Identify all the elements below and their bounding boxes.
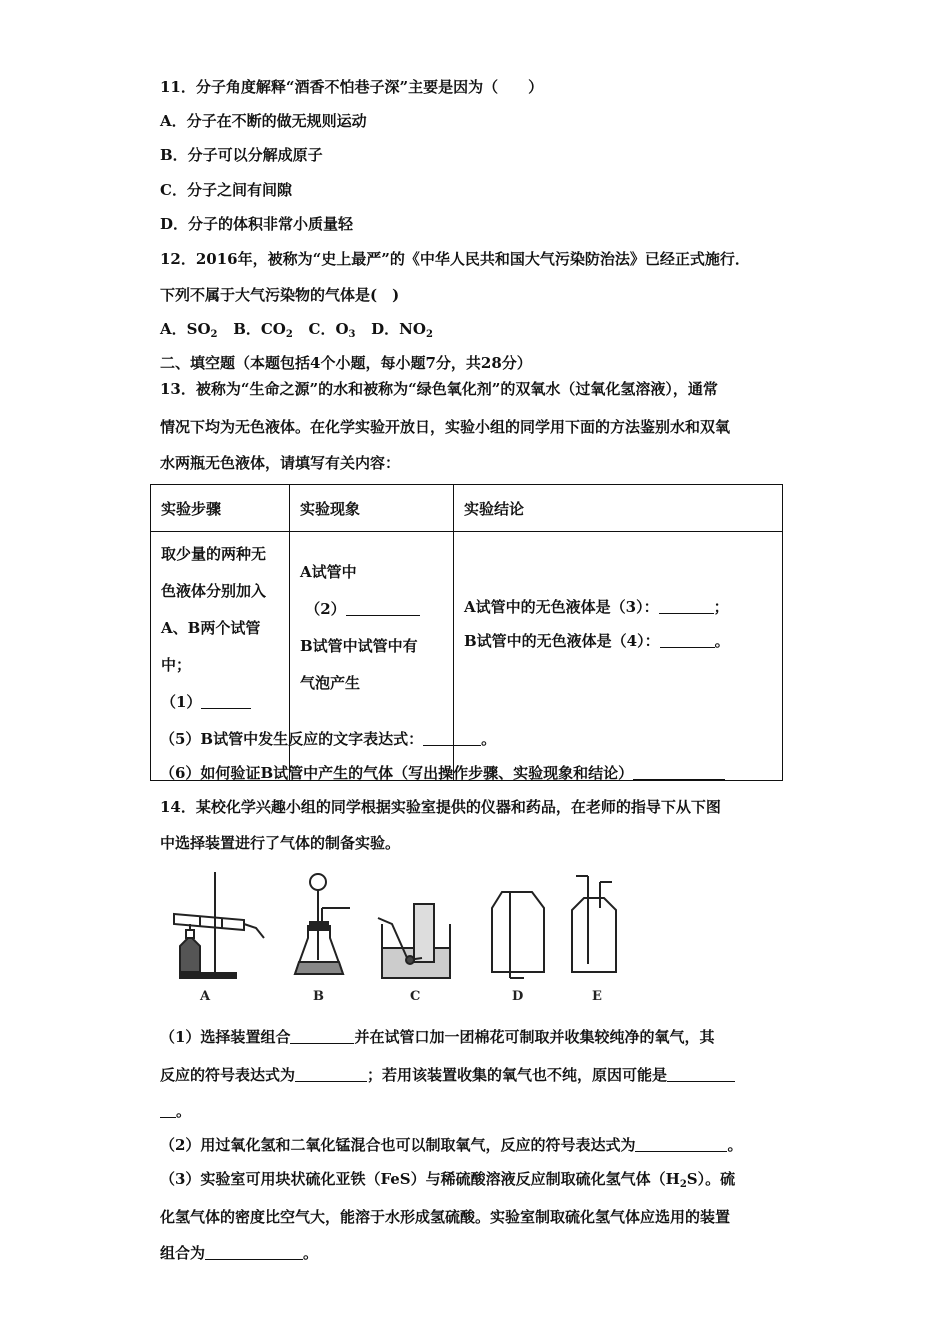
answer-blank-14-1c-cont[interactable]	[160, 1101, 176, 1118]
apparatus-c	[378, 904, 450, 978]
q13-part6: （6）如何验证B试管中产生的气体（写出操作步骤、实验现象和结论）	[160, 762, 725, 784]
q14-part1-line1: （1）选择装置组合 并在试管口加一团棉花可制取并收集较纯净的氧气，其	[160, 1028, 715, 1046]
q11-option-d: D．分子的体积非常小质量轻	[160, 215, 354, 233]
conclusion-cell	[454, 532, 783, 781]
q11-option-b: B．分子可以分解成原子	[160, 146, 323, 164]
step-line: A、B两个试管	[161, 619, 261, 637]
answer-blank-6[interactable]	[633, 763, 725, 780]
phenomenon-line: A试管中	[300, 563, 357, 581]
q12-option-d: D．$NO_2$	[371, 320, 433, 340]
q11-option-a: A．分子在不断的做无规则运动	[160, 112, 367, 130]
answer-blank-2[interactable]	[346, 599, 420, 616]
q14-part2: （2）用过氧化氢和二氧化锰混合也可以制取氧气，反应的符号表达式为 。	[160, 1136, 743, 1154]
answer-blank-3[interactable]	[659, 597, 714, 614]
q12-options	[160, 318, 433, 346]
header-phenomena: 实验现象	[290, 485, 454, 532]
phenomenon-line: B试管中试管中有	[300, 637, 418, 655]
q12-option-c: C．$O_3$	[308, 320, 356, 340]
apparatus-e	[572, 876, 616, 972]
phenomenon-line: 气泡产生	[300, 674, 361, 692]
q14-stem-line2: 中选择装置进行了气体的制备实验。	[160, 834, 401, 852]
apparatus-b	[295, 874, 350, 974]
answer-blank-14-2[interactable]	[635, 1135, 727, 1152]
q13-part5: （5）B试管中发生反应的文字表达式： 。	[160, 730, 497, 748]
apparatus-label-a: A	[200, 989, 211, 1004]
q14-part3-line2: 化氢气体的密度比空气大，能溶于水形成氢硫酸。实验室制取硫化氢气体应选用的装置	[160, 1208, 731, 1226]
step-line-blank1: （1）	[161, 684, 289, 721]
q12-stem-line2: 下列不属于大气污染物的气体是( )	[160, 286, 400, 304]
q14-part3-line3: 组合为 。	[160, 1244, 319, 1262]
table-header-row	[151, 485, 783, 532]
q11-stem: 11．分子角度解释“酒香不怕巷子深”主要是因为（ ）	[160, 78, 544, 96]
answer-blank-1[interactable]	[201, 692, 251, 709]
header-steps: 实验步骤	[151, 485, 290, 532]
apparatus-label-c: C	[410, 989, 421, 1004]
q13-stem-line3: 水两瓶无色液体，请填写有关内容：	[160, 454, 401, 472]
q13-stem-line1: 13．被称为“生命之源”的水和被称为“绿色氧化剂”的双氧水（过氧化氢溶液），通常	[160, 380, 718, 398]
answer-blank-14-1a[interactable]	[290, 1027, 354, 1044]
conclusion-line-3: A试管中的无色液体是（3）： ；	[464, 598, 729, 616]
q13-stem-line2: 情况下均为无色液体。在化学实验开放日，实验小组的同学用下面的方法鉴别水和双氧	[160, 418, 731, 436]
q12-option-a: A．$SO_2$	[160, 320, 218, 340]
answer-blank-14-1c[interactable]	[667, 1065, 735, 1082]
q14-part3-line1: （3）实验室可用块状硫化亚铁（FeS）与稀硫酸溶液反应制取硫化氢气体$(H_2S)$。硫	[160, 1170, 736, 1190]
q14-stem-line1: 14．某校化学兴趣小组的同学根据实验室提供的仪器和药品，在老师的指导下从下图	[160, 798, 721, 816]
q11-option-c: C．分子之间有间隙	[160, 181, 292, 199]
apparatus-label-d: D	[512, 989, 524, 1004]
answer-blank-4[interactable]	[660, 631, 715, 648]
apparatus-figure	[160, 868, 620, 1010]
conclusion-line-4: B试管中的无色液体是（4）： 。	[464, 632, 730, 650]
step-line: 中；	[161, 656, 192, 674]
q14-part1-line3: 。	[160, 1100, 191, 1122]
header-conclusion: 实验结论	[454, 485, 783, 532]
section-heading: 二、填空题（本题包括4个小题，每小题7分，共28分）	[160, 354, 532, 372]
apparatus-a	[174, 872, 264, 978]
apparatus-label-e: E	[592, 989, 602, 1004]
answer-blank-14-1b[interactable]	[295, 1065, 367, 1082]
step-line: 取少量的两种无	[161, 545, 267, 563]
phenomenon-line-blank2: （2）	[300, 591, 453, 628]
step-line: 色液体分别加入	[161, 582, 267, 600]
apparatus-d	[492, 892, 544, 978]
q12-stem-line1: 12．2016年，被称为“史上最严”的《中华人民共和国大气污染防治法》已经正式施行．	[160, 250, 750, 268]
answer-blank-5[interactable]	[423, 729, 481, 746]
apparatus-label-b: B	[313, 989, 324, 1004]
q14-part1-line2: 反应的符号表达式为 ；若用该装置收集的氧气也不纯，原因可能是	[160, 1064, 735, 1086]
q12-option-b: B．$CO_2$	[233, 320, 293, 340]
answer-blank-14-3[interactable]	[205, 1243, 303, 1260]
